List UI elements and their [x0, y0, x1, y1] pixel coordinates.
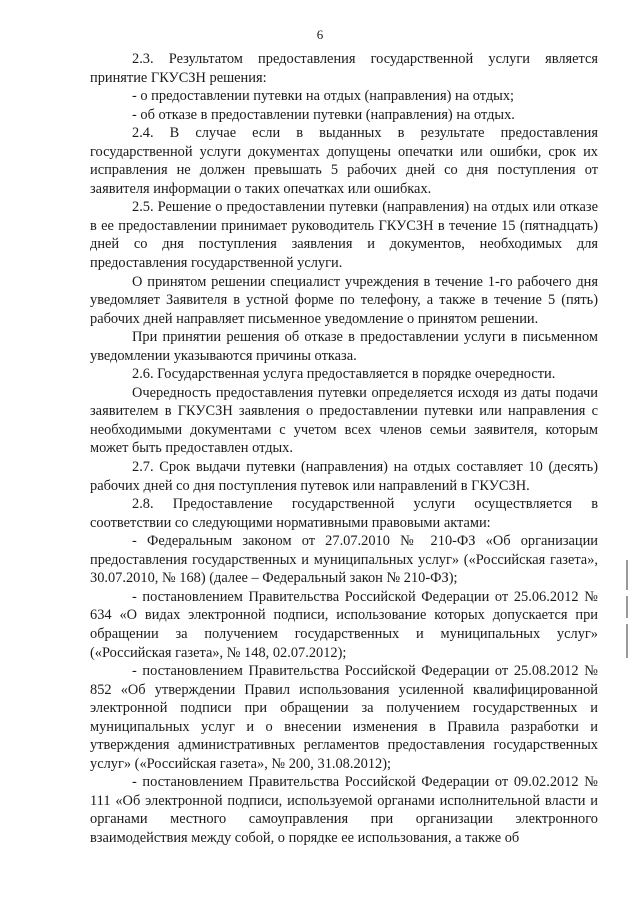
paragraph-2-3: 2.3. Результатом предоставления государственной услуги является принятие ГКУСЗН решения: — [90, 51, 598, 86]
legal-act-111: - постановлением Правительства Российской Федерации от 09.02.2012 № 111 «Об электронной подписи, используемой органами исполнительной власти и органами местного самоуправления при организации электронного взаимодействия между собой, о порядке ее использования, а также об — [90, 774, 598, 846]
paragraph-2-3-option-grant: - о предоставлении путевки на отдых (направления) на отдых; — [132, 88, 515, 105]
paragraph-2-5: 2.5. Решение о предоставлении путевки (направления) на отдых или отказе в ее предоставлении принимает руководитель ГКУСЗН в течение 15 (пятнадцать) дней со дня поступления заявления и документов, необходимых для предоставления государственной услуги. — [90, 199, 598, 272]
paragraph-2-7: 2.7. Срок выдачи путевки (направления) на отдых составляет 10 (десять) рабочих дней со дня поступления путевок или направлений в ГКУСЗН. — [90, 459, 598, 494]
legal-act-852: - постановлением Правительства Российской Федерации от 25.08.2012 № 852 «Об утверждении Правил использования усиленной квалифицированной электронной подписи при обращении за получением государственных и муниципальных услуг и о внесении изменения в Правила разработки и утверждения административных регламентов предоставления государственных услуг» («Российская газета», № 200, 31.08.2012); — [90, 663, 598, 772]
legal-act-210-fz: - Федеральным законом от 27.07.2010 № 210-ФЗ «Об организации предоставления государственных и муниципальных услуг» («Российская газета», 30.07.2010, № 168) (далее – Федеральный закон № 210-ФЗ); — [90, 533, 598, 587]
paragraph-2-5-refusal-reasons: При принятии решения об отказе в предоставлении услуги в письменном уведомлении указываются причины отказа. — [90, 329, 598, 364]
paragraph-2-6: 2.6. Государственная услуга предоставляется в порядке очередности. — [132, 366, 556, 383]
paragraph-2-5-notification: О принятом решении специалист учреждения в течение 1-го рабочего дня уведомляет Заявителя в устной форме по телефону, а также в течение 5 (пять) рабочих дней направляет письменное уведомление о принятом решении. — [90, 273, 598, 327]
paragraph-2-4: 2.4. В случае если в выданных в результате предоставления государственной услуги документах допущены опечатки или ошибки, срок их исправления не должен превышать 5 рабочих дней со дня поступления от заявителя информации о таких опечатках или ошибках. — [90, 125, 598, 197]
legal-act-634: - постановлением Правительства Российской Федерации от 25.06.2012 № 634 «О видах электронной подписи, использование которых допускается при обращении за получением государственных и муниципальных услуг» («Российская газета», № 148, 02.07.2012); — [90, 588, 598, 661]
page-number: 6 — [316, 27, 324, 42]
paragraph-2-6-queue: Очередность предоставления путевки определяется исходя из даты подачи заявителем в ГКУСЗН заявления о предоставлении путевки или направления с необходимыми документами с учетом всех членов семьи заявителя, которым может быть предоставлен отдых. — [90, 384, 598, 457]
scan-margin-mark — [626, 560, 634, 670]
paragraph-2-8: 2.8. Предоставление государственной услуги осуществляется в соответствии со следующими нормативными правовыми актами: — [90, 496, 598, 531]
page-body — [90, 50, 598, 848]
paragraph-2-3-option-refuse: - об отказе в предоставлении путевки (направления) на отдых. — [132, 106, 515, 123]
